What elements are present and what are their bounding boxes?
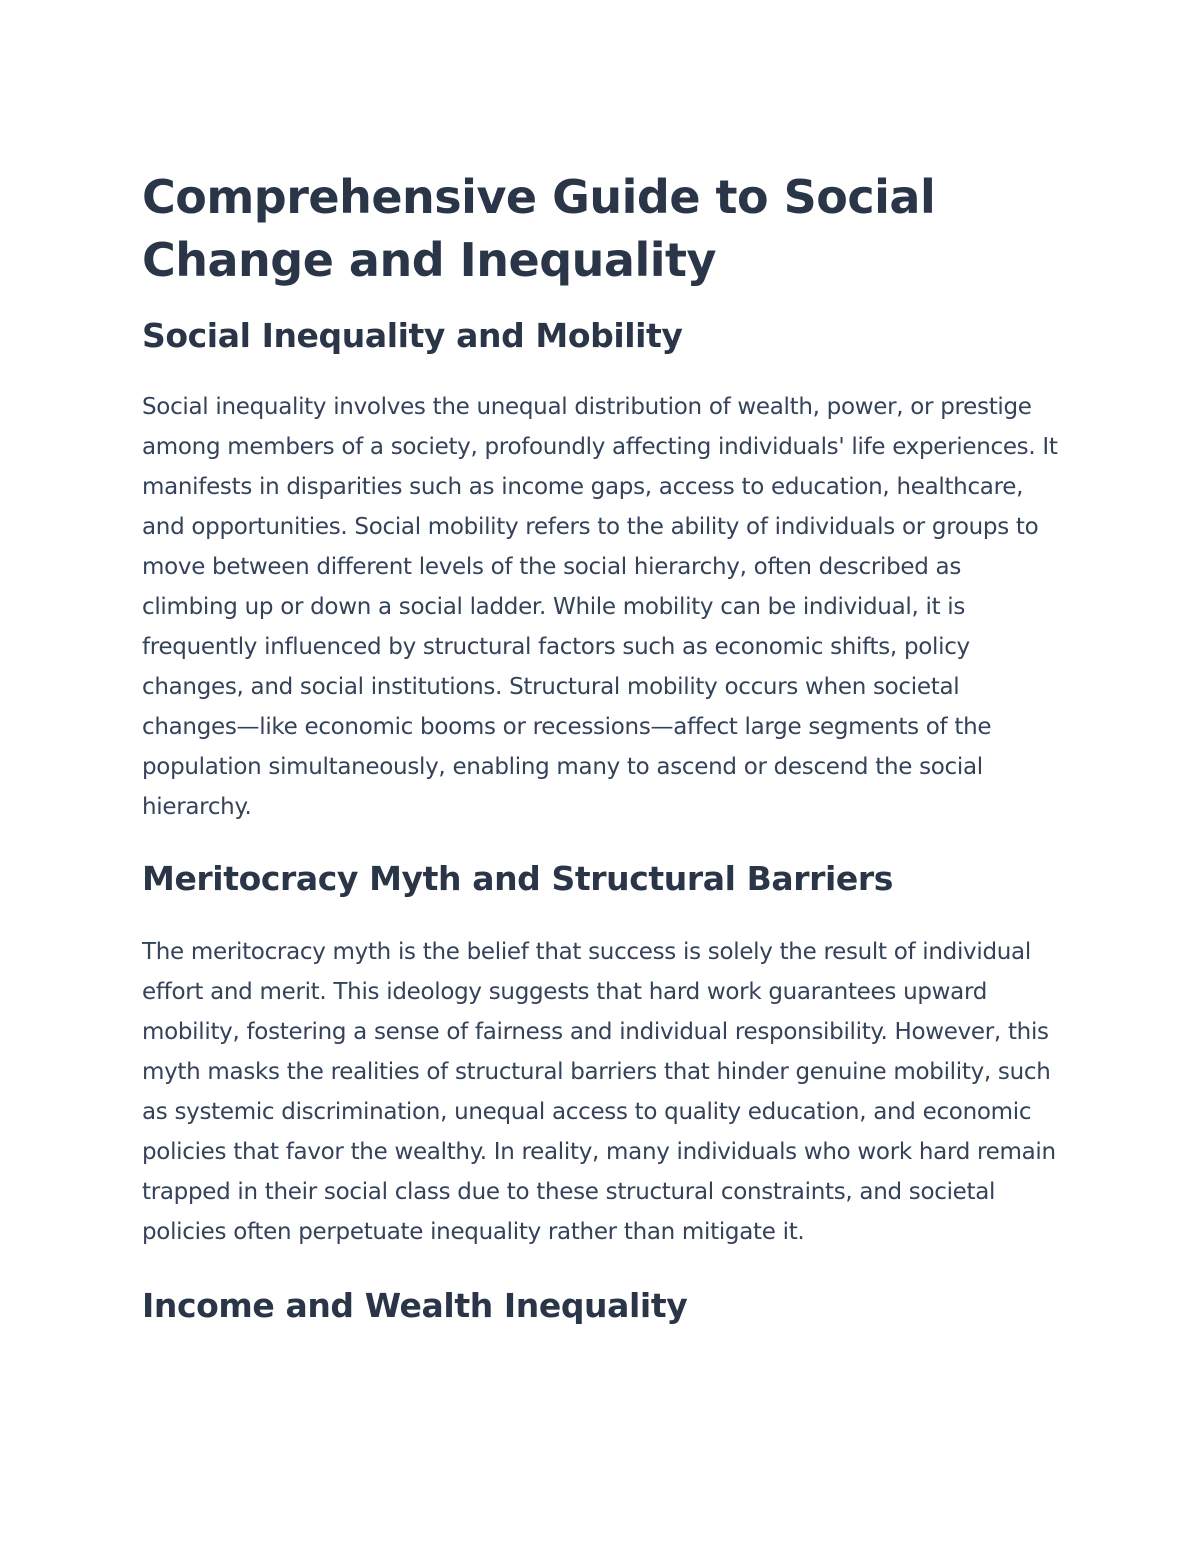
section-body-social-inequality-mobility: Social inequality involves the unequal distribution of wealth, power, or prestige among members of a society, profoundly affecting individuals' life experiences. It manifests in disparities such as income gaps, access to education, healthcare, and opportunities. Social mobility refers to the ability of individuals or groups to move between different levels of the social hierarchy, often described as climbing up or down a social ladder. While mobility can be individual, it is frequently influenced by structural factors such as economic shifts, policy changes, and social institutions. Structural mobility occurs when societal changes—like economic booms or recessions—affect large segments of the population simultaneously, enabling many to ascend or descend the social hierarchy.: [142, 394, 1058, 820]
section-body-meritocracy-myth: The meritocracy myth is the belief that success is solely the result of individual effort and merit. This ideology suggests that hard work guarantees upward mobility, fostering a sense of fairness and individual responsibility. However, this myth masks the realities of structural barriers that hinder genuine mobility, such as systemic discrimination, unequal access to quality education, and economic policies that favor the wealthy. In reality, many individuals who work hard remain trapped in their social class due to these structural constraints, and societal policies often perpetuate inequality rather than mitigate it.: [142, 939, 1056, 1245]
section-heading-social-inequality-mobility: Social Inequality and Mobility: [142, 316, 683, 355]
section-heading-meritocracy-myth: Meritocracy Myth and Structural Barriers: [142, 859, 893, 898]
section-heading-income-wealth-inequality: Income and Wealth Inequality: [142, 1286, 688, 1325]
document-title: Comprehensive Guide to Social Change and Inequality: [142, 170, 936, 287]
document-page: [142, 166, 1058, 1328]
